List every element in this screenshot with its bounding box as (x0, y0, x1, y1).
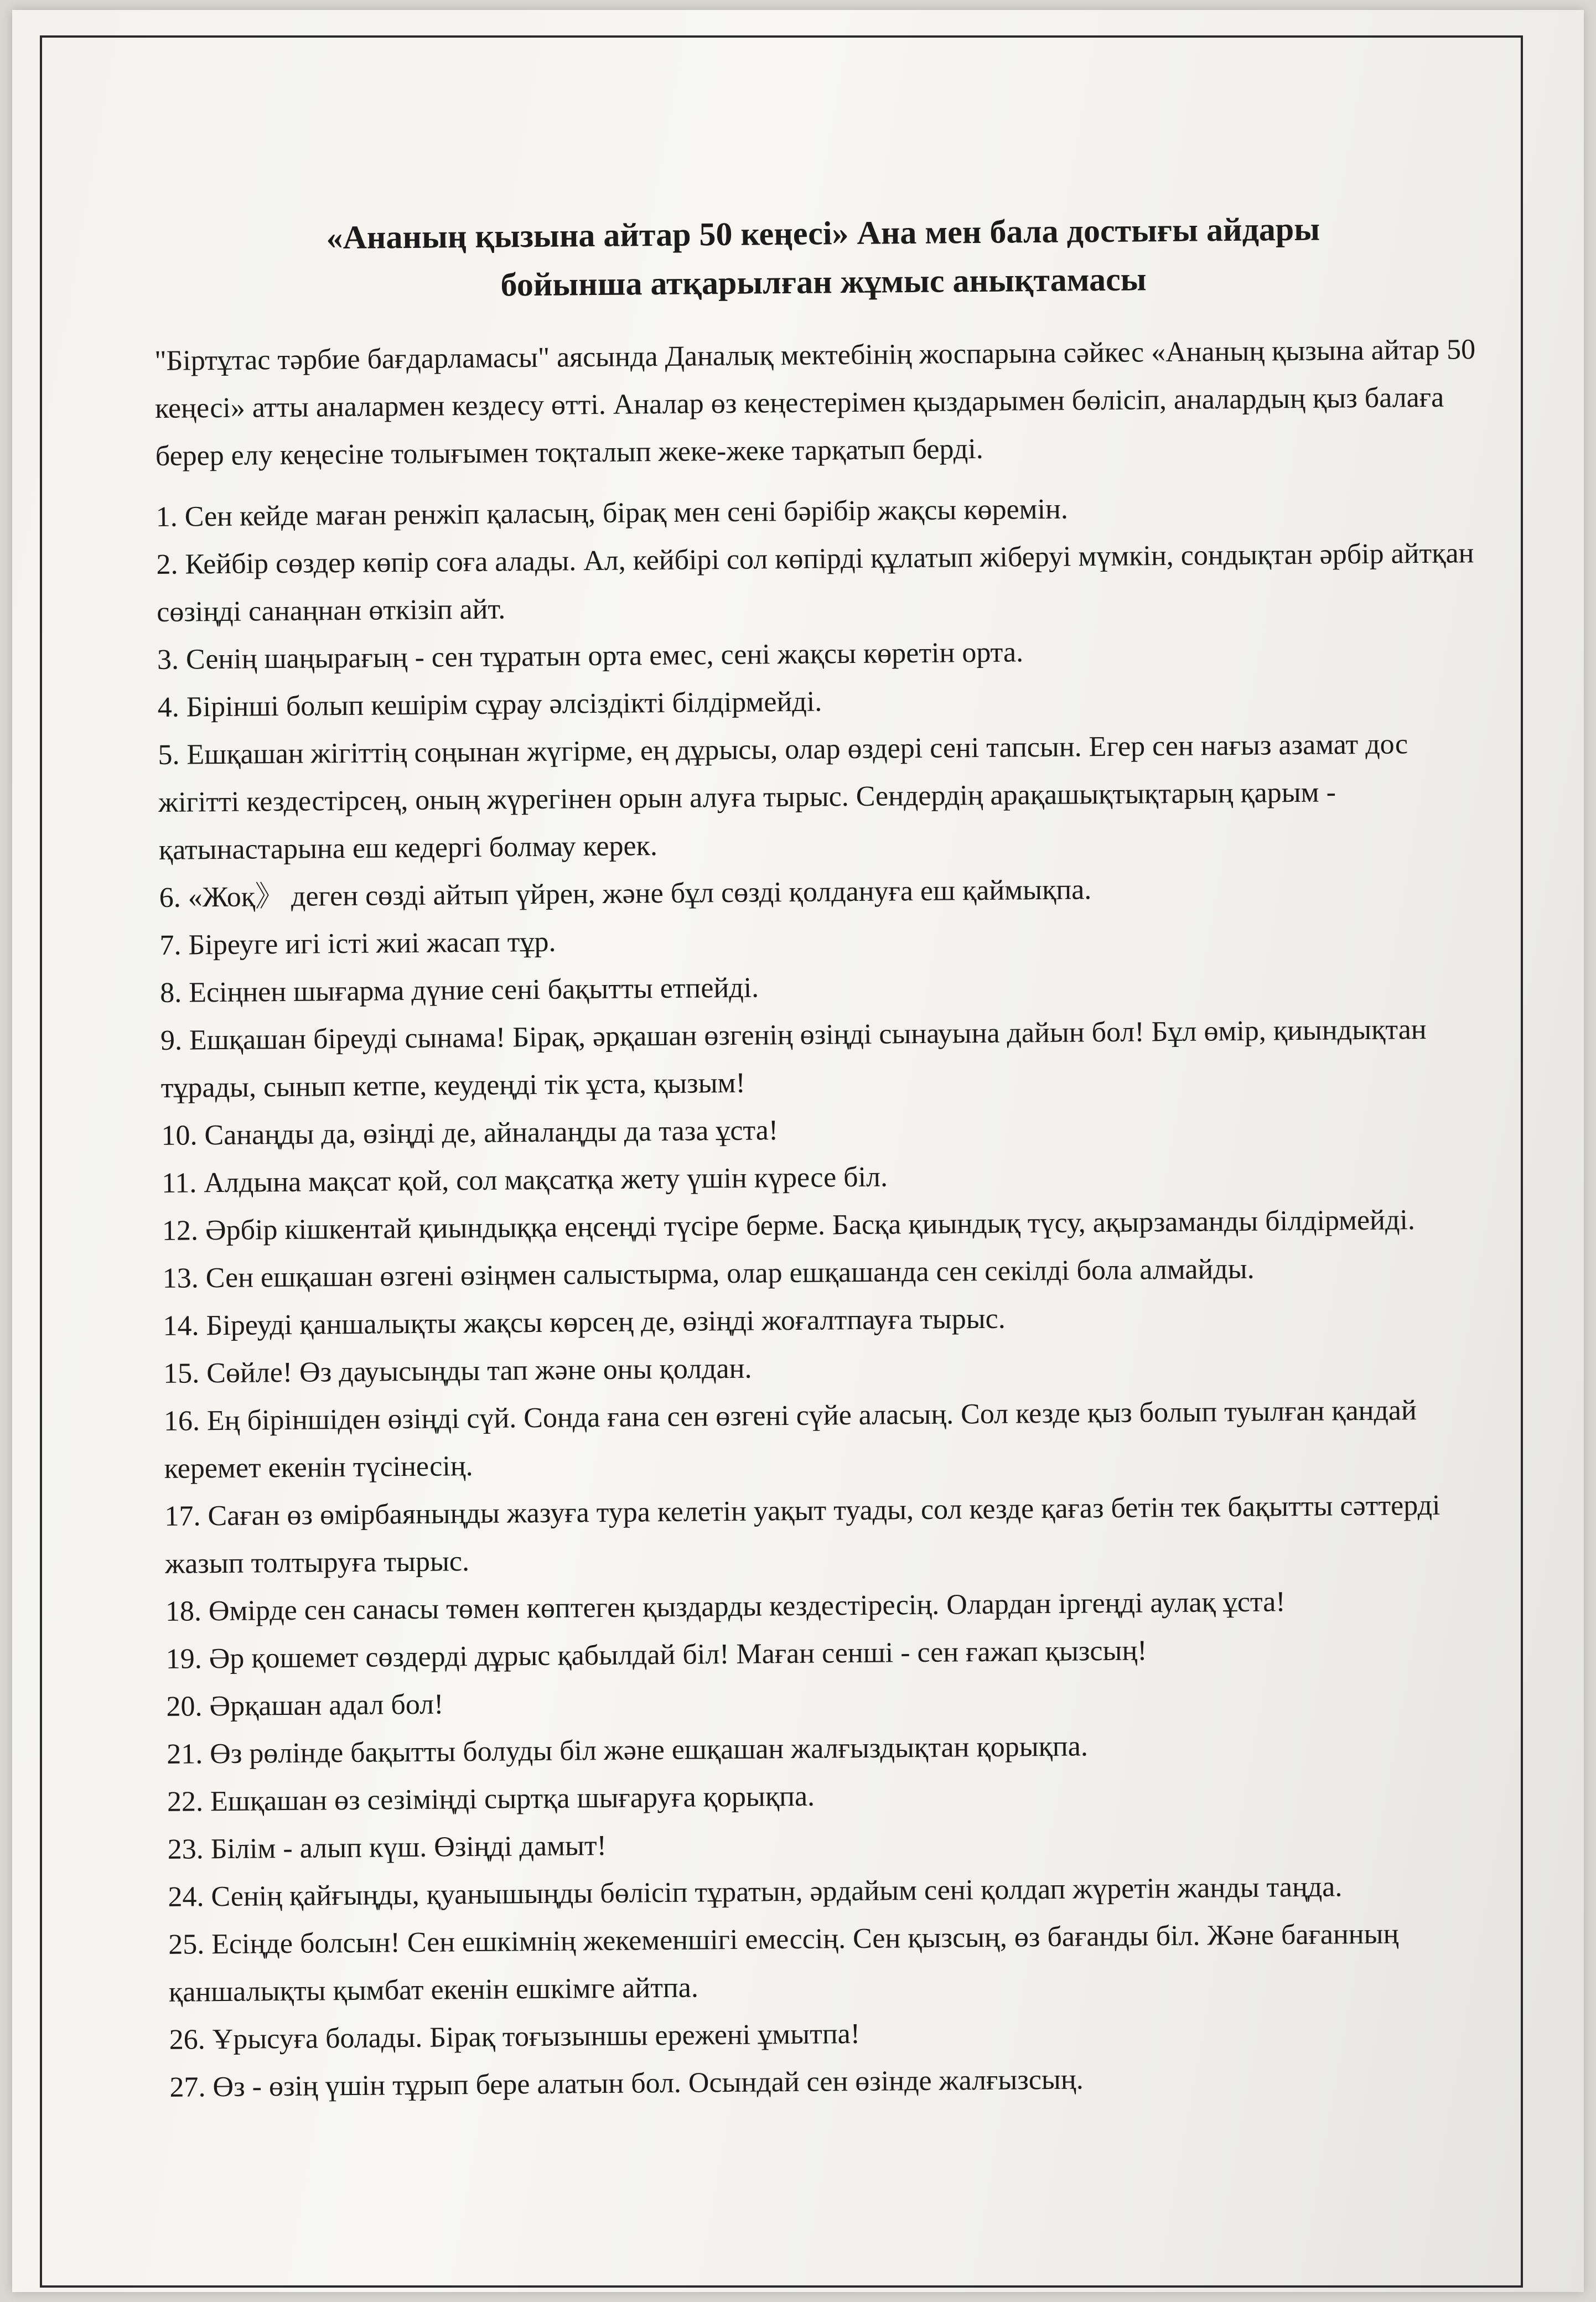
advice-item-4: 4. Бірінші болып кешірім сұрау әлсіздікті білдірмейді. (157, 686, 822, 723)
advice-item-13: 13. Сен ешқашан өзгені өзіңмен салыстырма, олар ешқашанда сен секілді бола алмайды. (162, 1253, 1255, 1294)
advice-item-24: 24. Сенің қайғыңды, қуанышыңды бөлісіп тұратын, әрдайым сені қолдап жүретін жанды таңда. (168, 1871, 1343, 1913)
advice-item-27: 27. Өз - өзің үшін тұрып бере алатын бол. Осындай сен өзінде жалғызсың. (169, 2063, 1084, 2103)
advice-item-5: 5. Ешқашан жігіттің соңынан жүгірме, ең дұрысы, олар өздері сені тапсын. Егер сен нағыз азамат дос жігітті кездестірсең, оның жүрегінен орын алуға тырыс. Сендердің арақашықтықтарың қарым - қатынастарына еш кедергі болмау керек. (158, 728, 1408, 866)
advice-item-8: 8. Есіңнен шығарма дүние сені бақытты етпейді. (160, 972, 759, 1009)
advice-item-18: 18. Өмірде сен санасы төмен көптеген қыздарды кездестіресің. Олардан іргеңді аулақ ұста! (165, 1586, 1286, 1627)
advice-item-19: 19. Әр қошемет сөздерді дұрыс қабылдай біл! Маған сенші - сен ғажап қызсың! (165, 1635, 1147, 1675)
advice-item-10: 10. Санаңды да, өзіңді де, айналаңды да таза ұста! (161, 1114, 779, 1152)
advice-item-12: 12. Әрбір кішкентай қиындыққа еңсеңді түсіре берме. Басқа қиындық түсу, ақырзаманды білдірмейді. (162, 1204, 1416, 1247)
title-line-1: «Ананың қызына айтар 50 кеңесі» Ана мен бала достығы айдары (326, 210, 1320, 256)
advice-item-3: 3. Сенің шаңырағың - сен тұратын орта емес, сені жақсы көретін орта. (157, 636, 1024, 676)
advice-item-11: 11. Алдына мақсат қой, сол мақсатқа жету үшін күресе біл. (162, 1161, 888, 1199)
advice-item-23: 23. Білім - алып күш. Өзіңді дамыт! (167, 1829, 607, 1865)
advice-item-17: 17. Саған өз өмірбаяныңды жазуға тура келетін уақыт туады, сол кезде қағаз бетін тек бақытты сәттерді жазып толтыруға тырыс. (164, 1489, 1440, 1580)
advice-item-16: 16. Ең біріншіден өзіңді сүй. Сонда ғана сен өзгені сүйе аласың. Сол кезде қыз болып туылған қандай керемет екенін түсінесің. (163, 1394, 1417, 1485)
advice-item-9: 9. Ешқашан біреуді сынама! Бірақ, әрқашан өзгенің өзіңді сынауына дайын бол! Бұл өмір, қиындықтан тұрады, сынып кетпе, кеудеңді тік ұста, қызым! (160, 1013, 1427, 1104)
advice-item-21: 21. Өз рөлінде бақытты болуды біл және ешқашан жалғыздықтан қорықпа. (167, 1730, 1089, 1770)
advice-item-14: 14. Біреуді қаншалықты жақсы көрсең де, өзіңді жоғалтпауға тырыс. (163, 1303, 1006, 1342)
advice-item-22: 22. Ешқашан өз сезіміңді сыртқа шығаруға қорықпа. (167, 1780, 815, 1818)
advice-item-26: 26. Ұрысуға болады. Бірақ тоғызыншы ережені ұмытпа! (169, 2018, 861, 2056)
intro-paragraph: "Біртұтас тәрбие бағдарламасы" аясында Даналық мектебінің жоспарына сәйкес «Ананың қызына айтар 50 кеңесі» атты аналармен кездесу өтті. Аналар өз кеңестерімен қыздарымен бөлісіп, аналардың қыз балаға берер елу кеңесіне толығымен тоқталып жеке-жеке тарқатып берді. (154, 334, 1476, 472)
advice-item-2: 2. Кейбір сөздер көпір соға алады. Ал, кейбірі сол көпірді құлатып жіберуі мүмкін, сондықтан әрбір айтқан сөзіңді санаңнан өткізіп айт. (156, 537, 1474, 628)
advice-item-7: 7. Біреуге игі істі жиі жасап тұр. (159, 926, 556, 961)
document-body (153, 203, 1498, 2112)
paper-sheet (12, 10, 1584, 2292)
document-title (153, 203, 1482, 312)
title-line-2: бойынша атқарылған жұмыс анықтамасы (500, 261, 1147, 303)
advice-item-20: 20. Әрқашан адал бол! (166, 1688, 444, 1723)
advice-item-15: 15. Сөйле! Өз дауысыңды тап және оны қолдан. (163, 1352, 752, 1390)
advice-item-6: 6. «Жоқ》 деген сөзді айтып үйрен, және бұл сөзді қолдануға еш қаймықпа. (159, 874, 1092, 914)
advice-item-25: 25. Есіңде болсын! Сен ешкімнің жекеменшігі емессің. Сен қызсың, өз бағанды біл. Және бағанның қаншалықты қымбат екенін ешкімге айтпа. (168, 1918, 1399, 2008)
advice-item-1: 1. Сен кейде маған ренжіп қаласың, бірақ мен сені бәрібір жақсы көремін. (156, 493, 1069, 533)
advice-list (156, 482, 1497, 2112)
